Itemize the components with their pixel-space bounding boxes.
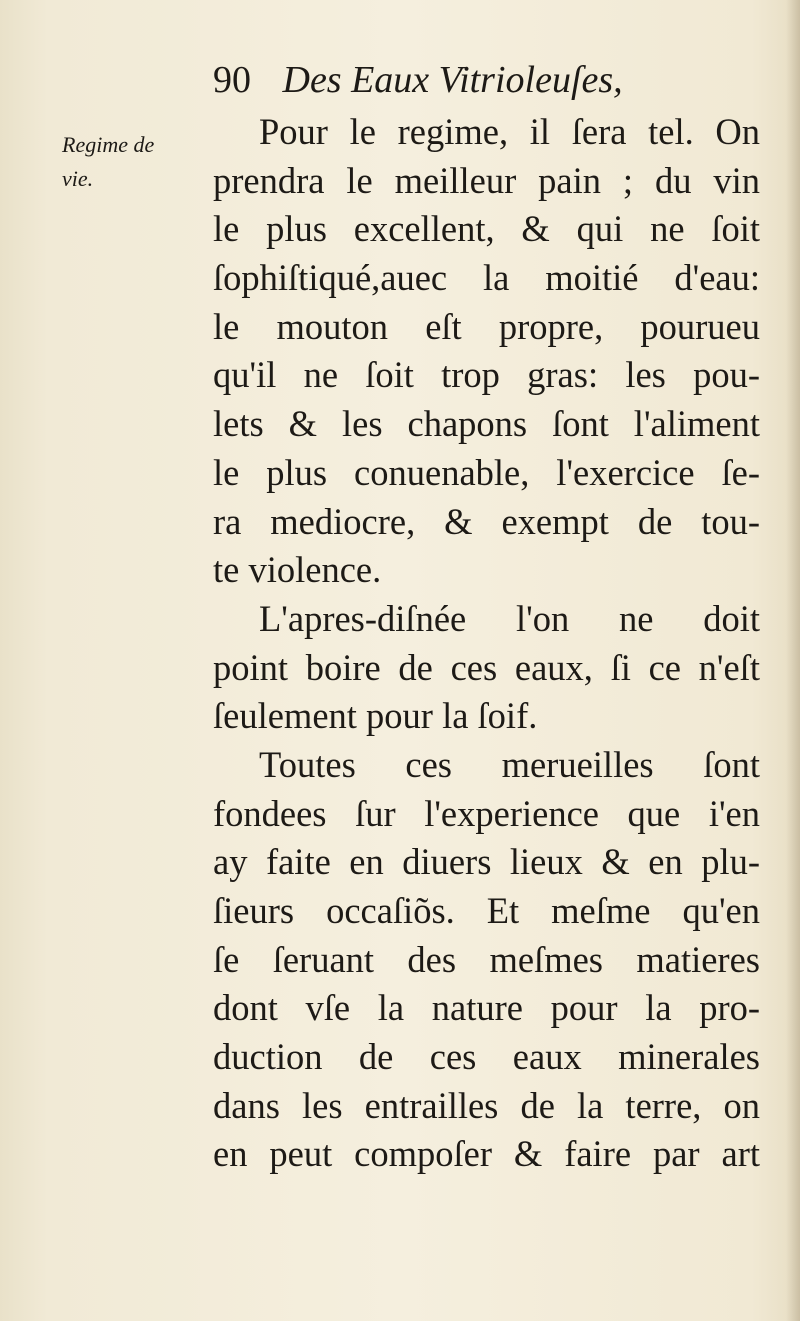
text-line: duction de ces eaux minerales [213,1036,760,1078]
margin-note-line: vie. [62,166,94,191]
text-line: ra mediocre, & exempt de tou- [213,500,760,542]
text-line: en peut compoſer & faire par art [213,1133,760,1175]
text-line: le plus excellent, & qui ne ſoit [213,208,760,250]
text-line: te violence. [213,549,382,591]
page-number: 90 [213,59,251,101]
text-line: qu'il ne ſoit trop gras: les pou- [213,354,760,396]
margin-note [62,128,154,196]
text-line: le mouton eſt propre, pourueu [213,305,760,347]
running-header [213,58,623,102]
text-line: dans les entrailles de la terre, on [213,1084,760,1126]
text-line: ſieurs occaſiõs. Et meſme qu'en [213,890,760,931]
text-line: prendra le meilleur pain ; du vin [213,159,760,201]
body-text [213,108,760,1179]
text-line: le plus conuenable, l'exercice ſe- [213,451,760,493]
text-line: point boire de ces eaux, ſi ce n'eſt [213,646,760,688]
text-line: dont vſe la nature pour la pro- [213,987,760,1029]
page-edge-shadow [786,0,800,1321]
running-title: Des Eaux Vitrioleuſes, [282,59,623,101]
text-line: Toutes ces merueilles ſont [259,743,760,785]
text-line: ſophiſtiqué,auec la moitié d'eau: [213,257,760,299]
text-line: ſeulement pour la ſoif. [213,695,538,737]
text-line: L'apres-diſnée l'on ne doit [259,597,760,639]
text-line: ay faite en diuers lieux & en plu- [213,841,760,883]
text-line: ſe ſeruant des meſmes matieres [213,938,760,980]
margin-note-line: Regime de [62,132,155,157]
text-line: Pour le regime, il ſera tel. On [259,111,760,152]
text-line: fondees ſur l'experience que i'en [213,792,760,834]
text-line: lets & les chapons ſont l'aliment [213,403,760,445]
